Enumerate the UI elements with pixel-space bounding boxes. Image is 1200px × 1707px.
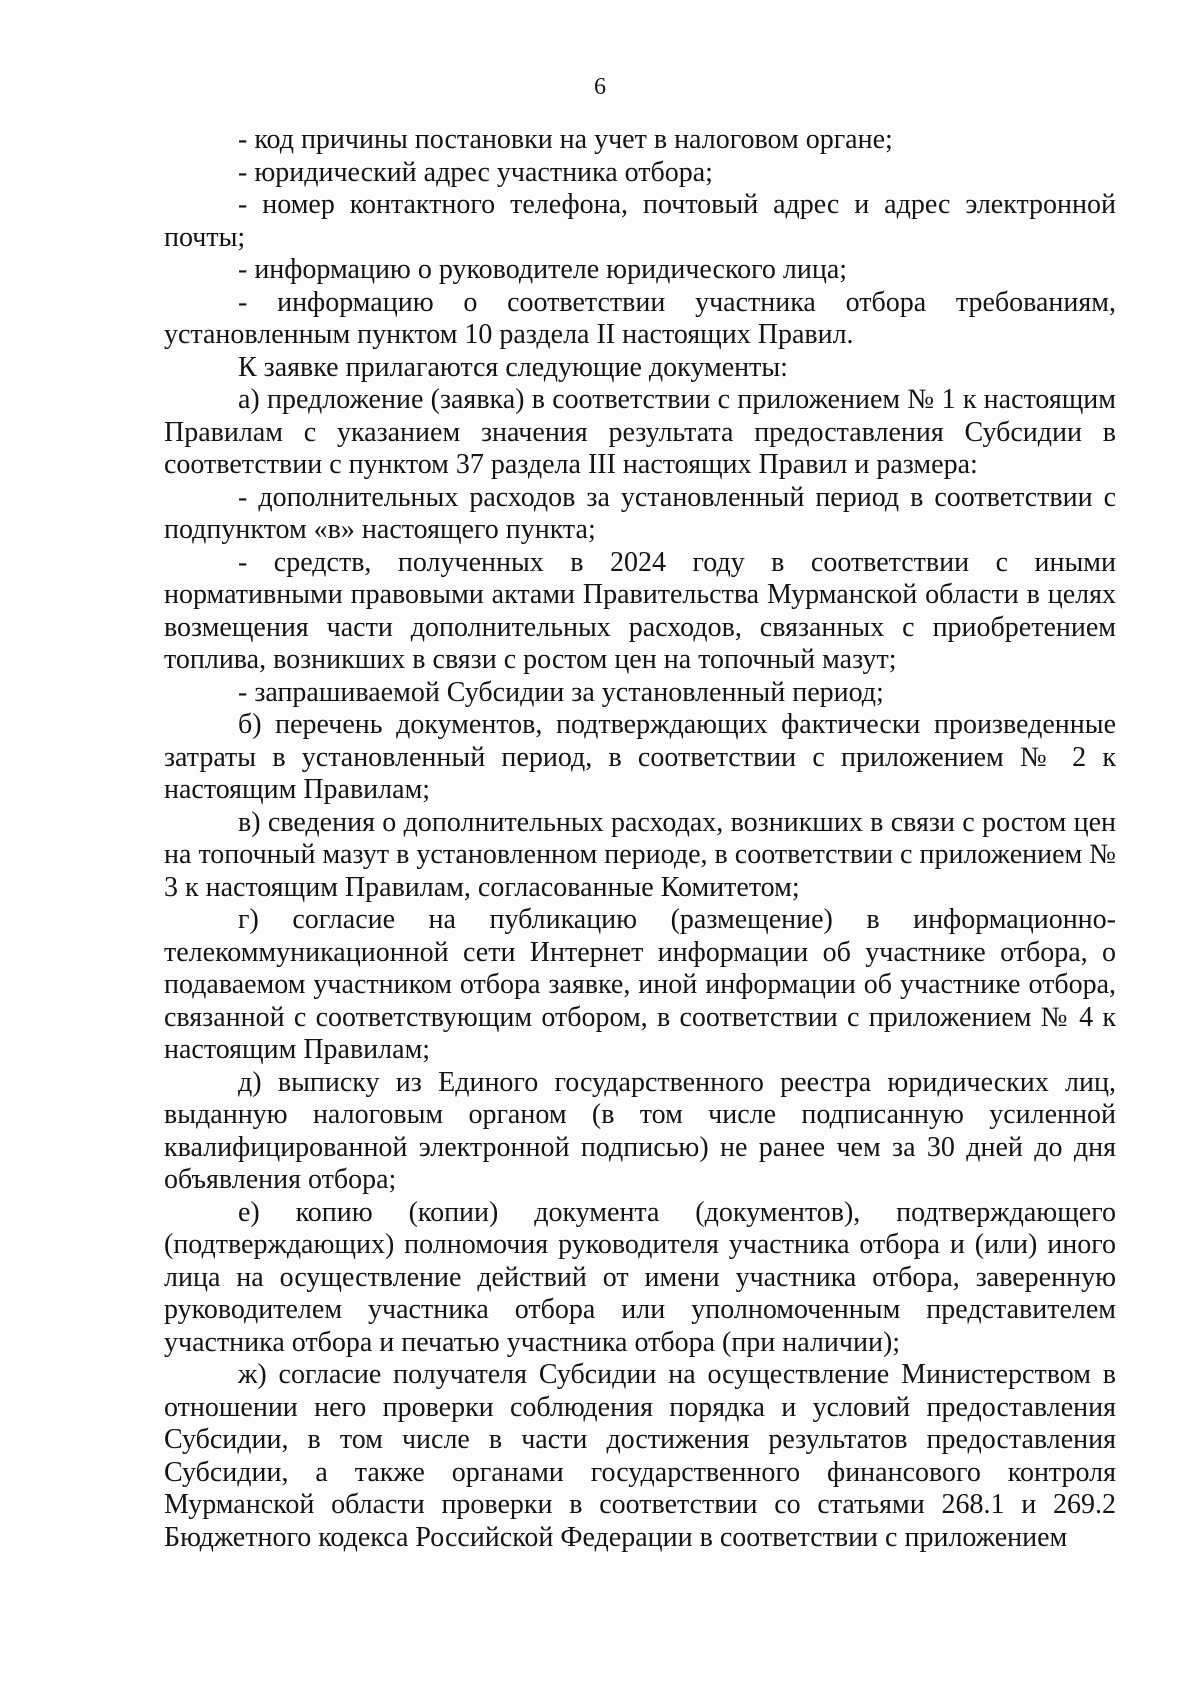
item-d-registry-extract: д) выписку из Единого государственного реестра юридических лиц, выданную налоговым органом (в том числе подписанную усиленной квалифицированной электронной подписью) не ранее чем за 30 дней до дня объявления отбора; [164, 1066, 1116, 1195]
item-g-publication-consent: г) согласие на публикацию (размещение) в информационно-телекоммуникационной сети Интернет информации об участнике отбора, о подаваемом участником отбора заявке, иной информации об участнике отбора, связанной с соответствующим отбором, в соответствии с приложением № 4 к настоящим Правилам; [164, 904, 1116, 1065]
list-item-requirements: - информацию о соответствии участника отбора требованиям, установленным пунктом 10 раздела II настоящих Правил. [164, 286, 1116, 350]
subitem-received-funds: - средств, полученных в 2024 году в соответствии с иными нормативными правовыми актами Правительства Мурманской области в целях возмещения части дополнительных расходов, связанных с приобретением топлива, возникших в связи с ростом цен на топочный мазут; [164, 546, 1116, 675]
subitem-additional-expenses: - дополнительных расходов за установленный период в соответствии с подпунктом «в» настоящего пункта; [164, 481, 1116, 545]
item-zh-audit-consent: ж) согласие получателя Субсидии на осуществление Министерством в отношении него проверки соблюдения порядка и условий предоставления Субсидии, в том числе в части достижения результатов предоставления Субсидии, а также органами государственного финансового контроля Мурманской области проверки в соответствии со статьями 268.1 и 269.2 Бюджетного кодекса Российской Федерации в соответствии с приложением [164, 1359, 1116, 1553]
item-e-authority-copy: е) копию (копии) документа (документов), подтверждающего (подтверждающих) полномочия руководителя участника отбора и (или) иного лица на осуществление действий от имени участника отбора, заверенную руководителем участника отбора или уполномоченным представителем участника отбора и печатью участника отбора (при наличии); [164, 1196, 1116, 1358]
item-v-expense-info: в) сведения о дополнительных расходах, возникших в связи с ростом цен на топочный мазут в установленном периоде, в соответствии с приложением № 3 к настоящим Правилам, согласованные Комитетом; [164, 806, 1116, 903]
list-item-legal-address: - юридический адрес участника отбора; [238, 156, 713, 188]
page-number: 6 [594, 74, 606, 100]
document-body [164, 124, 1116, 1554]
list-item-contacts: - номер контактного телефона, почтовый адрес и адрес электронной почты; [164, 189, 1116, 253]
subitem-requested-subsidy: - запрашиваемой Субсидии за установленный период; [238, 676, 884, 708]
item-a-proposal: а) предложение (заявка) в соответствии с приложением № 1 к настоящим Правилам с указанием значения результата предоставления Субсидии в соответствии с пунктом 37 раздела III настоящих Правил и размера: [164, 384, 1116, 480]
item-b-document-list: б) перечень документов, подтверждающих фактически произведенные затраты в установленный период, в соответствии с приложением № 2 к настоящим Правилам; [164, 709, 1116, 805]
documents-intro: К заявке прилагаются следующие документы: [238, 351, 788, 383]
list-item-kpp: - код причины постановки на учет в налоговом органе; [238, 124, 893, 155]
list-item-head-info: - информацию о руководителе юридического лица; [238, 254, 848, 285]
